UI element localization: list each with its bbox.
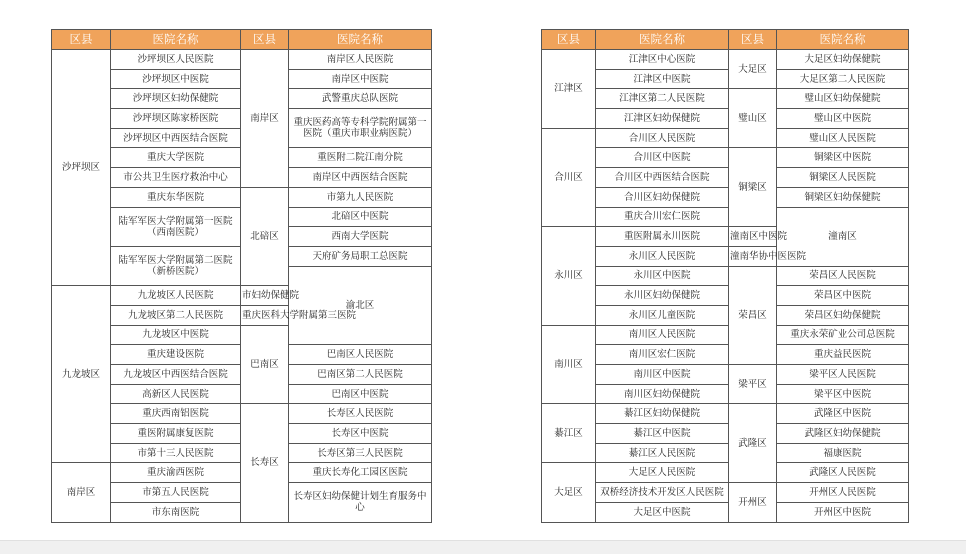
table-row: [542, 424, 909, 444]
hospital-name-cell: 长寿区妇幼保健计划生育服务中心: [289, 483, 432, 522]
hospital-name-cell: 重庆医科大学附属第三医院: [241, 305, 289, 325]
hospital-name-cell: 九龙坡区第二人民医院: [111, 305, 241, 325]
district-cell: 北碚区: [241, 187, 289, 285]
hospital-name-cell: 铜梁区中医院: [777, 148, 909, 168]
hospital-name-cell: 荣昌区妇幼保健院: [777, 305, 909, 325]
hospital-name-cell: 铜梁区妇幼保健院: [777, 187, 909, 207]
district-cell: 南川区: [542, 325, 596, 404]
hospital-name-cell: 荣昌区人民医院: [777, 266, 909, 286]
hospital-name-cell: 沙坪坝区人民医院: [111, 50, 241, 70]
table-row: [542, 404, 909, 424]
district-cell: 永川区: [542, 227, 596, 325]
hospital-name-cell: 双桥经济技术开发区人民医院: [596, 483, 729, 503]
hospital-name-cell: 江津区中心医院: [596, 50, 729, 70]
district-cell: 大足区: [729, 50, 777, 89]
district-cell: 长寿区: [241, 404, 289, 522]
hospital-name-cell: 綦江区妇幼保健院: [596, 404, 729, 424]
district-cell: 荣昌区: [729, 266, 777, 364]
hospital-name-cell: 大足区第二人民医院: [777, 69, 909, 89]
table-row: [542, 483, 909, 503]
hospital-name-cell: 永川区妇幼保健院: [596, 286, 729, 306]
hospital-name-cell: 重庆东华医院: [111, 187, 241, 207]
hospital-name-cell: 长寿区中医院: [289, 424, 432, 444]
district-cell: 渝北区: [289, 266, 432, 345]
bottom-scroll-area: [0, 540, 966, 554]
hospital-name-cell: 巴南区中医院: [289, 384, 432, 404]
hospital-name-cell: 南岸区中西医结合医院: [289, 168, 432, 188]
district-cell: 潼南区: [777, 207, 909, 266]
table-row: [542, 207, 909, 227]
hospital-name-cell: 市东南医院: [111, 502, 241, 522]
hospital-name-cell: 大足区妇幼保健院: [777, 50, 909, 70]
hospital-name-cell: 重庆医药高等专科学院附属第一医院（重庆市职业病医院）: [289, 109, 432, 148]
table-row: [542, 463, 909, 483]
hospital-name-cell: 梁平区人民医院: [777, 365, 909, 385]
header-row: [52, 30, 432, 50]
header-hospital-name: 医院名称: [777, 30, 909, 50]
hospital-name-cell: 合川区中医院: [596, 148, 729, 168]
hospital-name-cell: 合川区中西医结合医院: [596, 168, 729, 188]
hospital-name-cell: 永川区人民医院: [596, 246, 729, 266]
header-district: 区县: [542, 30, 596, 50]
hospital-name-cell: 西南大学医院: [289, 227, 432, 247]
district-cell: 綦江区: [542, 404, 596, 463]
hospital-name-cell: 重医附属康复医院: [111, 424, 241, 444]
header-district: 区县: [52, 30, 111, 50]
hospital-name-cell: 武隆区中医院: [777, 404, 909, 424]
table-row: [542, 266, 909, 286]
hospital-name-cell: 市第九人民医院: [289, 187, 432, 207]
hospital-name-cell: 沙坪坝区中医院: [111, 69, 241, 89]
hospital-name-cell: 重庆建设医院: [111, 345, 241, 365]
district-cell: 大足区: [542, 463, 596, 522]
district-cell: 璧山区: [729, 89, 777, 148]
table-row: [542, 325, 909, 345]
table-row: [542, 187, 909, 207]
hospital-name-cell: 南川区中医院: [596, 365, 729, 385]
header-district: 区县: [729, 30, 777, 50]
right-hospital-table: [541, 29, 909, 523]
hospital-name-cell: 大足区人民医院: [596, 463, 729, 483]
district-cell: 铜梁区: [729, 148, 777, 227]
table-row: [542, 286, 909, 306]
hospital-name-cell: 重庆西南铝医院: [111, 404, 241, 424]
hospital-name-cell: 沙坪坝区妇幼保健院: [111, 89, 241, 109]
hospital-name-cell: 福康医院: [777, 443, 909, 463]
hospital-name-cell: 江津区第二人民医院: [596, 89, 729, 109]
table-row: [542, 502, 909, 522]
hospital-name-cell: 重庆合川宏仁医院: [596, 207, 729, 227]
hospital-name-cell: 长寿区第三人民医院: [289, 443, 432, 463]
hospital-name-cell: 高新区人民医院: [111, 384, 241, 404]
hospital-name-cell: 武隆区人民医院: [777, 463, 909, 483]
district-cell: 开州区: [729, 483, 777, 522]
table-row: [542, 89, 909, 109]
table-row: [542, 365, 909, 385]
table-row: [542, 168, 909, 188]
hospital-name-cell: 巴南区第二人民医院: [289, 365, 432, 385]
hospital-name-cell: 南岸区中医院: [289, 69, 432, 89]
hospital-name-cell: 沙坪坝区中西医结合医院: [111, 128, 241, 148]
table-row: [542, 128, 909, 148]
left-hospital-table: [51, 29, 432, 523]
table-body: [52, 50, 432, 523]
hospital-name-cell: 市妇幼保健院: [241, 286, 289, 306]
hospital-name-cell: 市第十三人民医院: [111, 443, 241, 463]
hospital-name-cell: 九龙坡区中医院: [111, 325, 241, 345]
hospital-name-cell: 荣昌区中医院: [777, 286, 909, 306]
hospital-name-cell: 陆军军医大学附属第一医院（西南医院）: [111, 207, 241, 246]
district-cell: 江津区: [542, 50, 596, 129]
hospital-name-cell: 江津区中医院: [596, 69, 729, 89]
table-row: [52, 50, 432, 70]
table-row: [542, 443, 909, 463]
hospital-name-cell: 开州区中医院: [777, 502, 909, 522]
hospital-name-cell: 沙坪坝区陈家桥医院: [111, 109, 241, 129]
hospital-name-cell: 重庆渝西医院: [111, 463, 241, 483]
hospital-name-cell: 重庆永荣矿业公司总医院: [777, 325, 909, 345]
hospital-name-cell: 北碚区中医院: [289, 207, 432, 227]
header-row: [542, 30, 909, 50]
hospital-name-cell: 市公共卫生医疗救治中心: [111, 168, 241, 188]
table-row: [542, 148, 909, 168]
hospital-name-cell: 永川区中医院: [596, 266, 729, 286]
table-row: [542, 50, 909, 70]
hospital-name-cell: 南川区人民医院: [596, 325, 729, 345]
hospital-name-cell: 南川区妇幼保健院: [596, 384, 729, 404]
header-hospital-name: 医院名称: [596, 30, 729, 50]
hospital-name-cell: 重医附属永川医院: [596, 227, 729, 247]
hospital-name-cell: 南川区宏仁医院: [596, 345, 729, 365]
hospital-name-cell: 綦江区人民医院: [596, 443, 729, 463]
hospital-name-cell: 大足区中医院: [596, 502, 729, 522]
district-cell: 南岸区: [241, 50, 289, 188]
district-cell: 合川区: [542, 128, 596, 226]
district-cell: 武隆区: [729, 404, 777, 483]
header-hospital-name: 医院名称: [289, 30, 432, 50]
hospital-name-cell: 长寿区人民医院: [289, 404, 432, 424]
hospital-name-cell: 綦江区中医院: [596, 424, 729, 444]
hospital-name-cell: 重庆长寿化工园区医院: [289, 463, 432, 483]
district-cell: 巴南区: [241, 325, 289, 404]
table-row: [542, 345, 909, 365]
hospital-name-cell: 重庆益民医院: [777, 345, 909, 365]
header-district: 区县: [241, 30, 289, 50]
hospital-name-cell: 武警重庆总队医院: [289, 89, 432, 109]
hospital-name-cell: 武隆区妇幼保健院: [777, 424, 909, 444]
hospital-name-cell: 永川区儿童医院: [596, 305, 729, 325]
hospital-name-cell: 梁平区中医院: [777, 384, 909, 404]
hospital-name-cell: 巴南区人民医院: [289, 345, 432, 365]
hospital-name-cell: 潼南华协中医医院: [729, 246, 777, 266]
hospital-name-cell: 重庆大学医院: [111, 148, 241, 168]
district-cell: 梁平区: [729, 365, 777, 404]
hospital-name-cell: 南岸区人民医院: [289, 50, 432, 70]
hospital-name-cell: 陆军军医大学附属第二医院（新桥医院）: [111, 246, 241, 285]
hospital-name-cell: 天府矿务局职工总医院: [289, 246, 432, 266]
table-row: [542, 384, 909, 404]
table-row: [542, 109, 909, 129]
hospital-name-cell: 潼南区中医院: [729, 227, 777, 247]
hospital-name-cell: 九龙坡区中西医结合医院: [111, 365, 241, 385]
table-body: [542, 50, 909, 523]
hospital-name-cell: 重医附二院江南分院: [289, 148, 432, 168]
hospital-name-cell: 璧山区妇幼保健院: [777, 89, 909, 109]
district-cell: 南岸区: [52, 463, 111, 522]
hospital-name-cell: 铜梁区人民医院: [777, 168, 909, 188]
hospital-name-cell: 合川区人民医院: [596, 128, 729, 148]
district-cell: 九龙坡区: [52, 286, 111, 463]
table-row: [542, 305, 909, 325]
hospital-name-cell: 九龙坡区人民医院: [111, 286, 241, 306]
hospital-name-cell: 璧山区中医院: [777, 109, 909, 129]
hospital-name-cell: 江津区妇幼保健院: [596, 109, 729, 129]
hospital-name-cell: 璧山区人民医院: [777, 128, 909, 148]
hospital-name-cell: 市第五人民医院: [111, 483, 241, 503]
hospital-name-cell: 合川区妇幼保健院: [596, 187, 729, 207]
header-hospital-name: 医院名称: [111, 30, 241, 50]
district-cell: 沙坪坝区: [52, 50, 111, 286]
table-row: [542, 69, 909, 89]
hospital-name-cell: 开州区人民医院: [777, 483, 909, 503]
